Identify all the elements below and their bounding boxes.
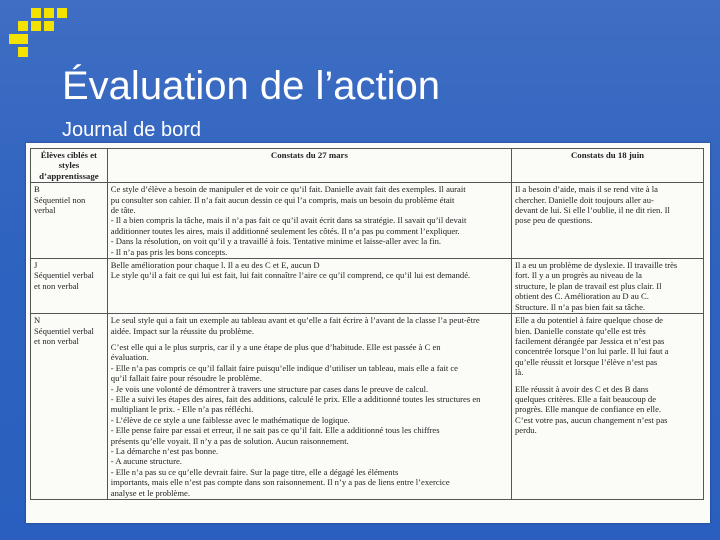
cell-line: facilement dérangée par Jessica et n’est pas bbox=[515, 335, 665, 346]
cell-line: multipliant le prix. - Elle n’a pas réfléchi. bbox=[110, 404, 254, 415]
cell-line: J bbox=[34, 260, 38, 271]
student-cell bbox=[31, 259, 108, 314]
yellow-squares-logo bbox=[9, 8, 69, 68]
cell-line: Ce style d’élève a besoin de manipuler et de voir ce qu’il fait. Danielle avait fait des exemples. Il aurait bbox=[110, 184, 466, 195]
cell-line: importants, mais elle n’est pas compte dans son raisonnement. Il n’y a pas de liens entre l’exercice bbox=[110, 477, 450, 488]
cell-line: N bbox=[34, 315, 41, 326]
cell-line: Elle a du potentiel à faire quelque chose de bbox=[515, 315, 663, 326]
student-cell bbox=[31, 183, 108, 259]
cell-line: - Elle n’a pas su ce qu’elle devrait faire. Sur la page titre, elle a dégagé les éléments bbox=[110, 466, 399, 477]
cell-line: - Elle a suivi les étapes des aires, fait des additions, calculé le prix. Elle a additionné toutes les structures en bbox=[110, 393, 481, 404]
cell-line: verbal bbox=[34, 205, 56, 216]
cell-line: présents qu’elle voyait. Il n’y a pas de solution. Aucun raisonnement. bbox=[110, 435, 349, 446]
cell-line: obtient des C. Amélioration au D au C. bbox=[515, 291, 649, 302]
cell-line: Elle réussit à avoir des C et des B dans bbox=[515, 383, 649, 394]
cell-line: B bbox=[34, 184, 40, 195]
cell-line: bien. Danielle constate qu’elle est très bbox=[515, 325, 646, 336]
cell-line: C’est votre pas, aucun changement n’est pas bbox=[515, 414, 668, 425]
table-header-row bbox=[31, 149, 704, 183]
cell-line: chercher. Danielle doit toujours aller au- bbox=[515, 194, 654, 205]
cell-line: Le style qu’il a fait ce qui lui est fait, lui fait connaître l’aire ce qu’il comprend, ce qu’il lui est demandé. bbox=[110, 270, 471, 281]
slide-subtitle: Journal de bord bbox=[62, 119, 201, 141]
cell-line: progrès. Elle manque de confiance en elle. bbox=[515, 404, 662, 415]
table-row bbox=[31, 183, 704, 259]
header-march: Constats du 27 mars bbox=[107, 149, 511, 183]
march-cell bbox=[107, 183, 511, 259]
cell-line: de tâte. bbox=[110, 205, 136, 216]
cell-line: Séquentiel verbal bbox=[34, 270, 94, 281]
cell-line: pu consulter son cahier. Il n’a fait aucun dessin ce qui l’a compris, mais un besoin du problème était bbox=[110, 194, 455, 205]
cell-line: Séquentiel verbal bbox=[34, 325, 94, 336]
cell-line: là. bbox=[515, 367, 524, 378]
cell-line: aidée. Impact sur la réussite du problème. bbox=[110, 325, 254, 336]
slide-title: Évaluation de l’action bbox=[62, 64, 441, 108]
table-row bbox=[31, 314, 704, 500]
cell-line: - A aucune structure. bbox=[110, 456, 182, 467]
cell-line: - La démarche n’est pas bonne. bbox=[110, 445, 219, 456]
cell-line: - Elle pense faire par essai et erreur, il ne sait pas ce qu’il fait. Elle a additionné tous les chiffres bbox=[110, 425, 440, 436]
table-row bbox=[31, 259, 704, 314]
header-students: Élèves ciblés et styles d’apprentissage bbox=[31, 149, 108, 183]
june-cell bbox=[512, 183, 704, 259]
cell-line: - Il n’a pas pris les bons concepts. bbox=[110, 246, 228, 257]
cell-line: Séquentiel non bbox=[34, 194, 86, 205]
header-june: Constats du 18 juin bbox=[512, 149, 704, 183]
cell-line: - Je vois une volonté de démontrer à travers une structure par cases dans le preuve de calcul. bbox=[110, 383, 429, 394]
cell-line: et non verbal bbox=[34, 335, 79, 346]
cell-line: - Elle n’a pas compris ce qu’il fallait faire puisqu’elle indique d’utiliser un tableau, mais elle a fait ce bbox=[110, 362, 458, 373]
march-cell bbox=[107, 314, 511, 500]
cell-line: pose peu de questions. bbox=[515, 215, 593, 226]
cell-line: Il a eu un problème de dyslexie. Il travaille très bbox=[515, 260, 678, 271]
cell-line: devant de lui. Si elle l’oublie, il ne dit rien. Il bbox=[515, 205, 670, 216]
student-cell bbox=[31, 314, 108, 500]
cell-line: additionner toutes les aires, mais il additionné seulement les côtés. Il n’a pas pu comment l’expliquer. bbox=[110, 225, 460, 236]
cell-line: structure, le plan de travail est plus clair. Il bbox=[515, 280, 662, 291]
cell-line: qu’il fallait faire pour résoudre le problème. bbox=[110, 373, 262, 384]
cell-line: concentrée lorsque l’on lui parle. Il lui faut a bbox=[515, 346, 669, 357]
cell-line: - Dans la résolution, on voit qu’il y a travaillé à fois. Tentative minime et laisse-aller avec la fin. bbox=[110, 236, 442, 247]
june-cell bbox=[512, 314, 704, 500]
journal-table bbox=[30, 148, 704, 500]
cell-line: C’est elle qui a le plus surpris, car il y a une étape de plus que d’habitude. Elle est passée à C en bbox=[110, 341, 441, 352]
cell-line: Structure. Il n’a pas bien fait sa tâche. bbox=[515, 301, 646, 312]
cell-line: et non verbal bbox=[34, 280, 79, 291]
cell-line: - Il a bien compris la tâche, mais il n’a pas fait ce qu’il avait écrit dans sa stratégie. Il savait qu’il devait bbox=[110, 215, 467, 226]
cell-line: qu’elle réussit et lorsque l’élève n’est pas bbox=[515, 356, 658, 367]
cell-line: perdu. bbox=[515, 425, 537, 436]
cell-line: quelques critères. Elle a fait beaucoup de bbox=[515, 393, 657, 404]
cell-line: Le seul style qui a fait un exemple au tableau avant et qu’elle a fait écrire à l’avant de la classe l’a peut-être bbox=[110, 315, 480, 326]
cell-line: Belle amélioration pour chaque l. Il a eu des C et E, aucun D bbox=[110, 260, 320, 271]
cell-line: analyse et le problème. bbox=[110, 487, 191, 498]
march-cell bbox=[107, 259, 511, 314]
scanned-document bbox=[26, 143, 710, 523]
cell-line: fort. Il y a un progrès au niveau de la bbox=[515, 270, 642, 281]
cell-line: Il a besoin d’aide, mais il se rend vite à la bbox=[515, 184, 658, 195]
cell-line: - L’élève de ce style a une faiblesse avec le mathématique de logique. bbox=[110, 414, 350, 425]
cell-line: évaluation. bbox=[110, 352, 149, 363]
june-cell bbox=[512, 259, 704, 314]
